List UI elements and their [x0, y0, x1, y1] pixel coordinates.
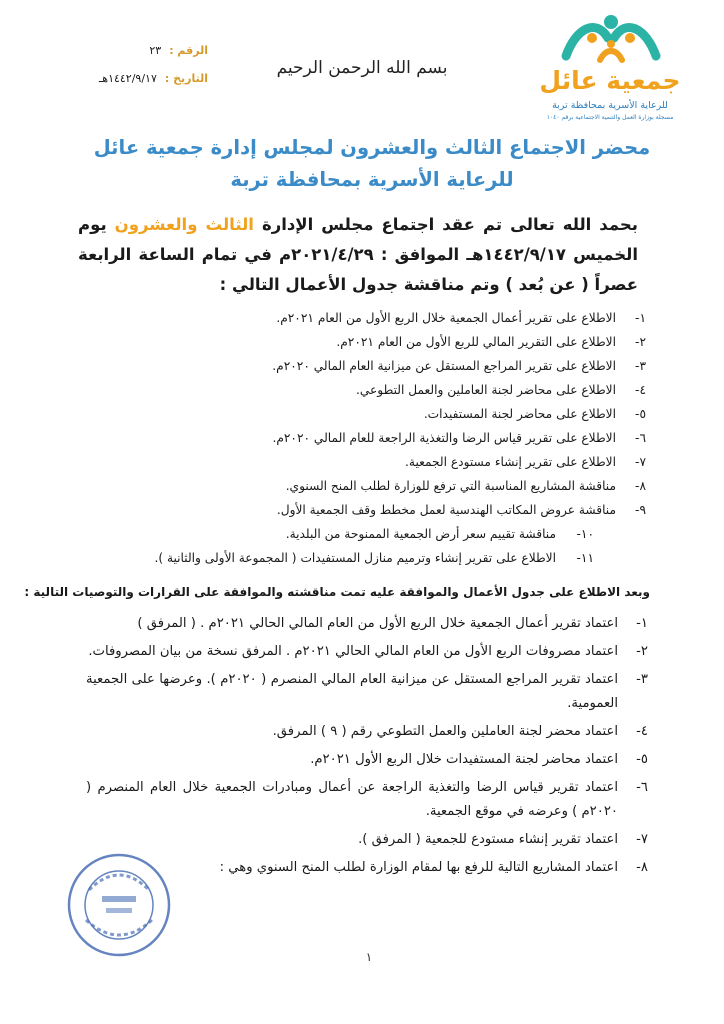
decision-item [86, 640, 648, 664]
agenda-text: مناقشة تقييم سعر أرض الجمعية الممنوحة من البلدية. [285, 527, 556, 541]
meeting-number-highlight: الثالث والعشرون [114, 215, 254, 234]
decision-number: ٧- [636, 832, 648, 847]
decision-text: اعتماد تقرير أعمال الجمعية خلال الربع الأول من العام المالي الحالي ٢٠٢١م . ( المرفق ) [137, 616, 618, 631]
decision-text: اعتماد تقرير قياس الرضا والتغذية الراجعة عن أعمال ومبادرات الجمعية خلال العام المنصرم ( ٢٠٢٠م ) وعرضه في موقع الجمعية. [86, 780, 618, 819]
decisions-lead: وبعد الاطلاع على جدول الأعمال والموافقة عليه تمت مناقشته والموافقة على القرارات والتوصيات التالية : [24, 585, 650, 599]
decision-item [86, 720, 648, 744]
agenda-number: ١- [635, 311, 646, 325]
decision-item [86, 776, 648, 824]
number-value: ٢٣ [149, 44, 162, 57]
agenda-number: ٤- [635, 383, 646, 397]
agenda-text: مناقشة المشاريع المناسبة التي ترفع للوزارة لطلب المنح السنوي. [285, 479, 616, 493]
agenda-text: الاطلاع على تقرير المراجع المستقل عن ميزانية العام المالي ٢٠٢٠م. [272, 359, 616, 373]
decision-number: ٤- [636, 724, 648, 739]
agenda-text: الاطلاع على محاضر لجنة العاملين والعمل التطوعي. [356, 383, 616, 397]
agenda-text: مناقشة عروض المكاتب الهندسية لعمل مخطط وقف الجمعية الأول. [276, 503, 616, 517]
agenda-item [84, 354, 646, 378]
agenda-text: الاطلاع على محاضر لجنة المستفيدات. [423, 407, 616, 421]
decision-number: ٢- [636, 644, 648, 659]
agenda-text: الاطلاع على التقرير المالي للربع الأول من العام ٢٠٢١م. [336, 335, 616, 349]
intro-paragraph [78, 210, 638, 300]
document-meta [58, 44, 208, 100]
intro-part-2: يوم الخميس ١٤٤٢/٩/١٧هـ الموافق : ٢٠٢١/٤/٢٩م في تمام الساعة الرابعة عصراً ( عن بُعد ) وتم مناقشة جدول الأعمال التالي : [78, 215, 638, 294]
agenda-number: ٧- [635, 455, 646, 469]
agenda-item [84, 450, 646, 474]
agenda-number: ٩- [635, 503, 646, 517]
stamp-seal-icon [64, 850, 174, 960]
decision-number: ٦- [636, 780, 648, 795]
agenda-text: الاطلاع على تقرير إنشاء مستودع الجمعية. [405, 455, 616, 469]
basmala: بسم الله الرحمن الرحيم [276, 58, 448, 78]
date-row [58, 72, 208, 100]
agenda-item [84, 546, 646, 570]
agenda-number: ١١- [576, 551, 594, 565]
agenda-text: الاطلاع على تقرير قياس الرضا والتغذية الراجعة للعام المالي ٢٠٢٠م. [272, 431, 616, 445]
decision-text: اعتماد المشاريع التالية للرفع بها لمقام الوزارة لطلب المنح السنوي وهي : [219, 860, 618, 875]
organization-logo [510, 8, 710, 120]
agenda-item [84, 402, 646, 426]
decision-number: ١- [636, 616, 648, 631]
decision-text: اعتماد مصروفات الربع الأول من العام المالي الحالي ٢٠٢١م . المرفق نسخة من بيان المصروفات. [88, 644, 618, 659]
decision-number: ٥- [636, 752, 648, 767]
agenda-number: ٦- [635, 431, 646, 445]
agenda-list [84, 306, 646, 570]
number-label: الرقم : [169, 44, 208, 57]
agenda-item [84, 330, 646, 354]
agenda-item [84, 522, 646, 546]
intro-part-1: بحمد الله تعالى تم عقد اجتماع مجلس الإدارة [253, 215, 638, 234]
agenda-item [84, 306, 646, 330]
decision-text: اعتماد محضر لجنة العاملين والعمل التطوعي رقم ( ٩ ) المرفق. [272, 724, 618, 739]
agenda-number: ١٠- [576, 527, 594, 541]
logo-subtitle: للرعاية الأسرية بمحافظة تربة [552, 100, 668, 111]
agenda-item [84, 426, 646, 450]
date-label: التاريخ : [164, 72, 208, 85]
decision-number: ٣- [636, 672, 648, 687]
agenda-number: ٣- [635, 359, 646, 373]
decision-text: اعتماد محاضر لجنة المستفيدات خلال الربع الأول ٢٠٢١م. [310, 752, 618, 767]
decision-item [86, 612, 648, 636]
agenda-number: ٨- [635, 479, 646, 493]
agenda-number: ٢- [635, 335, 646, 349]
agenda-item [84, 474, 646, 498]
agenda-text: الاطلاع على تقرير أعمال الجمعية خلال الربع الأول من العام ٢٠٢١م. [276, 311, 616, 325]
agenda-text: الاطلاع على تقرير إنشاء وترميم منازل المستفيدات ( المجموعة الأولى والثانية ). [154, 551, 556, 565]
decision-item [86, 748, 648, 772]
decision-text: اعتماد تقرير المراجع المستقل عن ميزانية العام المالي المنصرم ( ٢٠٢٠م ). وعرضها على الجمعية العمومية. [86, 672, 618, 711]
decisions-list [86, 612, 648, 884]
organization-stamp [64, 850, 174, 960]
logo-name: جمعية عائل [539, 66, 681, 95]
agenda-item [84, 498, 646, 522]
logo-registration: مسجلة بوزارة العمل والتنمية الاجتماعية برقم ١٠٤٠ [546, 114, 674, 121]
date-value: ١٤٤٢/٩/١٧هـ [99, 72, 157, 85]
page-number: ١ [365, 950, 373, 964]
agenda-number: ٥- [635, 407, 646, 421]
decision-text: اعتماد تقرير إنشاء مستودع للجمعية ( المرفق ). [358, 832, 618, 847]
document-title: محضر الاجتماع الثالث والعشرون لمجلس إدارة جمعية عائل للرعاية الأسرية بمحافظة تربة [93, 136, 651, 191]
number-row [58, 44, 208, 72]
agenda-item [84, 378, 646, 402]
decision-item [86, 668, 648, 716]
decision-item [86, 828, 648, 852]
decision-number: ٨- [636, 860, 648, 875]
